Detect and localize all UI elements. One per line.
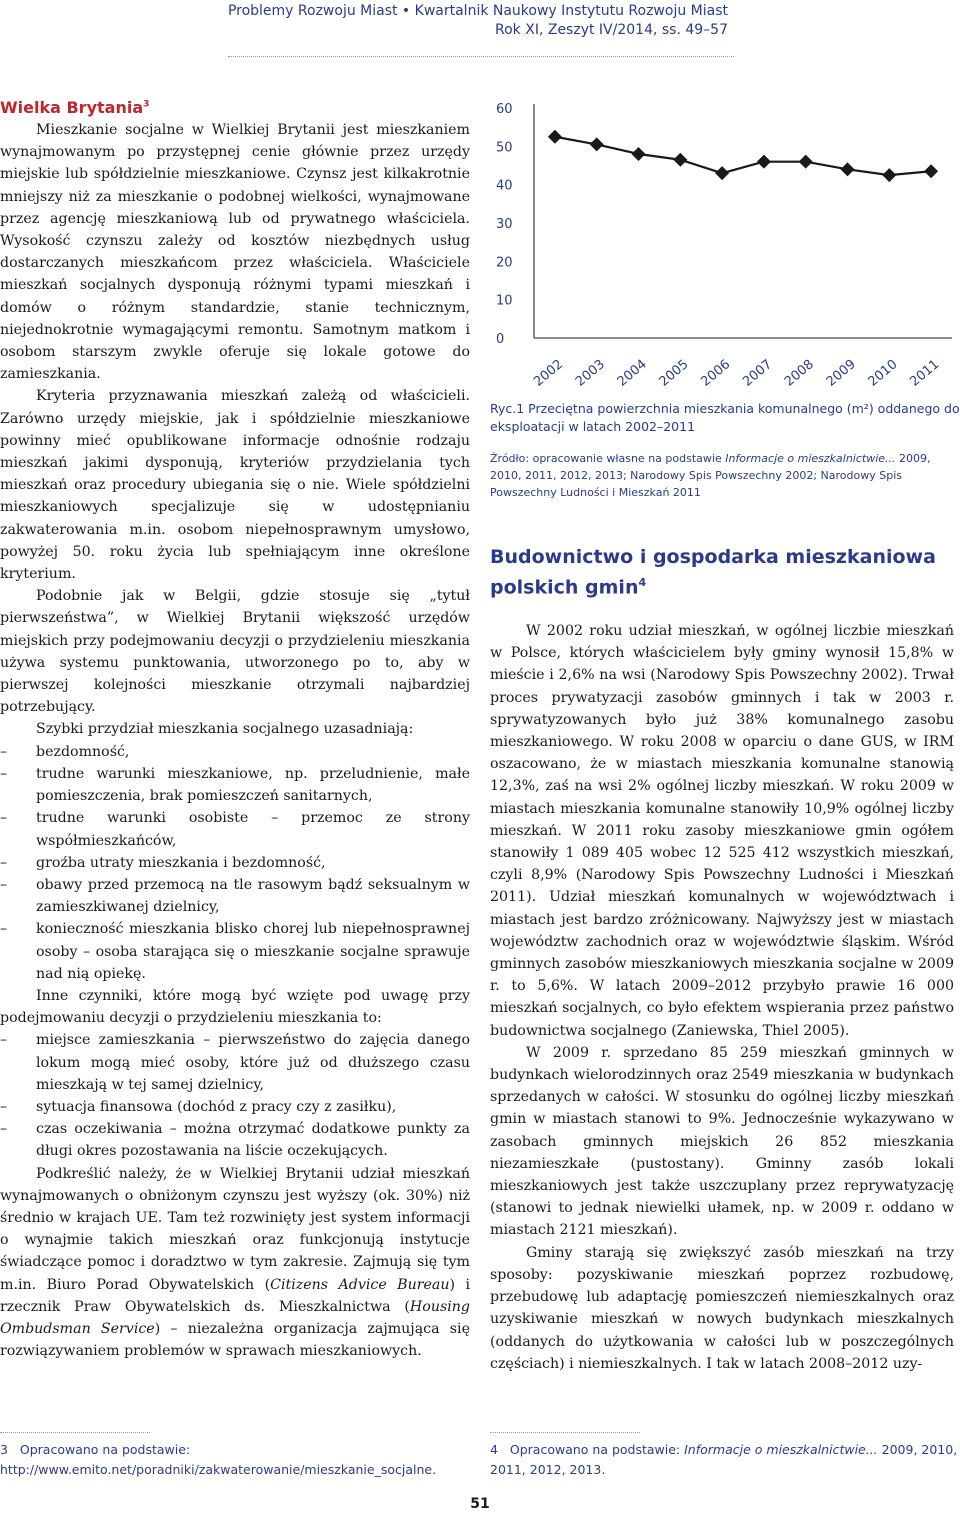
x-tick-label: 2007 bbox=[740, 356, 776, 390]
paragraph: Podobnie jak w Belgii, gdzie stosuje się „tytuł pierwszeństwa”, w Wielkiej Brytanii większość urzędów miejskich przy podejmowaniu decyzji o przydzieleniu mieszkania używa systemu punktowania, utworzonego po to, aby w pierwszej kolejności mieszkanie otrzymali najbardziej potrzebujący. bbox=[0, 588, 470, 716]
data-point bbox=[924, 164, 938, 178]
series-line bbox=[555, 137, 931, 175]
x-tick-label: 2003 bbox=[572, 356, 608, 390]
header-rule bbox=[228, 56, 734, 57]
page-number: 51 bbox=[470, 1496, 490, 1512]
y-tick-label: 40 bbox=[496, 178, 513, 194]
x-tick-label: 2010 bbox=[865, 356, 901, 390]
y-tick-label: 20 bbox=[496, 255, 513, 271]
footnote-4 bbox=[490, 1440, 960, 1480]
criteria-list bbox=[0, 741, 470, 985]
data-point bbox=[590, 137, 604, 151]
footnote-ref-3: 3 bbox=[143, 99, 150, 110]
data-point bbox=[841, 162, 855, 176]
figure-source bbox=[490, 450, 960, 501]
footnote-text: Opracowano na podstawie: http://www.emito.net/poradniki/zakwaterowanie/mieszkanie_socjalne. bbox=[0, 1442, 437, 1477]
x-tick-label: 2008 bbox=[781, 356, 817, 390]
footnote-number: 4 bbox=[490, 1442, 498, 1457]
list-item: – sytuacja finansowa (dochód z pracy czy z zasiłku), bbox=[0, 1096, 470, 1118]
data-point bbox=[757, 155, 771, 169]
paragraph: W 2002 roku udział mieszkań, w ogólnej liczbie mieszkań w Polsce, których właścicielem były gminy wynosił 15,8% w mieście i 2,6% na wsi (Narodowy Spis Powszechny 2002). Trwał proces prywatyzacji zasobów gminnych i tak w 2003 r. sprywatyzowanych było już 38% komunalnego zasobu mieszkaniowego. W roku 2008 w oparciu o dane GUS, w IRM oszacowano, że w miastach mieszkania komunalne stanowią 12,3%, zaś na wsi 2% ogólnej liczby mieszkań. W roku 2009 w miastach mieszkania komunalne stanowiły 10,9% ogólnej liczby mieszkań. W 2011 roku zasoby mieszkaniowe gmin ogółem stanowiły 1 089 405 wobec 12 525 412 wszystkich mieszkań, czyli 8,9% (Narodowy Spis Powszechny Ludności i Mieszkań 2011). Udział mieszkań komunalnych w województwach i miastach jest bardzo zróżnicowany. Najwyższy jest w miastach województw zachodnich oraz w województwie śląskim. Wśród gminnych zasobów mieszkaniowych mieszkania socjalne w 2009 r. to 5,6%. W latach 2009–2012 przybyło prawie 16 000 mieszkań socjalnych, co było efektem wspierania przez państwo budownictwa socjalnego (Zaniewska, Thiel 2005). bbox=[490, 623, 954, 1039]
paragraph: W 2009 r. sprzedano 85 259 mieszkań gminnych w budynkach wielorodzinnych oraz 2549 mieszkania w budynkach sprzedanych w całości. W stosunku do ogólnej liczby mieszkań gmin w miastach stanowi to 9%. Jednocześnie wykazywano w zasobach gminnych miejskich 26 852 mieszkania niezamieszkałe (pustostany). Gminny zasób lokali mieszkaniowych jest także uszczuplany przez reprywatyzację (stanowi to jednak niewielki ułamek, np. w 2009 r. oddano w miastach 2121 mieszkań). bbox=[490, 1044, 954, 1239]
list-item: – miejsce zamieszkania – pierwszeństwo do zajęcia danego lokum mogą mieć osoby, które już od dłuższego czasu mieszkają w tej samej dzielnicy, bbox=[0, 1029, 470, 1096]
section-heading-uk bbox=[0, 98, 470, 117]
paragraph: Gminy starają się zwiększyć zasób mieszkań na trzy sposoby: pozyskiwanie mieszkań poprzez rozbudowę, przebudowę lub adaptację pomieszczeń niemieszkalnych oraz uzyskiwanie mieszkań w nowych budynkach mieszkalnych (oddanych do użytkowania w całości lub w poszczególnych częściach) i niemieszkalnych. I tak w latach 2008–2012 uzy- bbox=[490, 1244, 954, 1372]
footnote-ref-4: 4 bbox=[638, 576, 647, 589]
footnote-text: Opracowano na podstawie: bbox=[509, 1442, 685, 1457]
text-run: Podkreślić należy, że w Wielkiej Brytanii udział mieszkań wynajmowanych o obniżonym czynszu jest wyższy (ok. 30%) niż średnio w krajach UE. Tam też rozwinięty jest system informacji o wynajmie takich mieszkań oraz funkcjonują instytucje świadczące pomoc i doradztwo w tym zakresie. Zajmują się tym m.in. Biuro Porad Obywatelskich ( bbox=[0, 1165, 470, 1293]
left-column bbox=[0, 98, 470, 1362]
journal-title: Problemy Rozwoju Miast • Kwartalnik Naukowy Instytutu Rozwoju Miast bbox=[227, 3, 728, 19]
footnote-3 bbox=[0, 1440, 470, 1480]
data-point bbox=[673, 153, 687, 167]
y-tick-label: 60 bbox=[496, 102, 513, 117]
paragraph: Mieszkanie socjalne w Wielkiej Brytanii jest mieszkaniem wynajmowanym po przystępnej cenie głównie przez urzędy miejskie lub spółdzielnie mieszkaniowe. Czynsz jest kilkakrotnie mniejszy niż za mieszkanie o podobnej wielkości, wynajmowane przez agencję mieszkaniową lub od prywatnego właściciela. Wysokość czynszu zależy od kosztów niezbędnych usług dostarczanych mieszkańcom przez właściciela. Właściciele mieszkań socjalnych dysponują różnymi typami mieszkań i domów o różnym standardzie, stanie technicznym, niejednokrotnie wymagającymi remontu. Samotnym matkom i osobom starszym zwykle oferuje się lokale gotowe do zamieszkania. bbox=[0, 122, 470, 383]
data-point bbox=[799, 155, 813, 169]
y-tick-label: 30 bbox=[496, 217, 513, 232]
y-tick-label: 0 bbox=[496, 332, 505, 347]
source-text: 2009, 2010, 2011, 2012, 2013; Narodowy Spis Powszechny 2002; Narodowy Spis Powszechny Ludności i Mieszkań 2011 bbox=[490, 452, 931, 499]
line-chart bbox=[490, 94, 960, 394]
paragraph: Inne czynniki, które mogą być wzięte pod uwagę przy podejmowaniu decyzji o przydzieleniu mieszkania to: bbox=[0, 987, 470, 1027]
text-run: ) i rzecznik Praw Obywatelskich ds. Mieszkalnictwa ( bbox=[0, 1276, 470, 1315]
list-item: – czas oczekiwania – można otrzymać dodatkowe punkty za długi okres pozostawania na liście oczekujących. bbox=[0, 1118, 470, 1162]
text-run-italic: Citizens Advice Bureau bbox=[270, 1276, 450, 1293]
footnote-text: 2009, 2010, 2011, 2012, 2013. bbox=[490, 1442, 958, 1477]
factors-list bbox=[0, 1029, 470, 1162]
list-item: – konieczność mieszkania blisko chorej lub niepełnosprawnej osoby – osoba starająca się o mieszkanie socjalne sprawuje nad nią opiekę. bbox=[0, 918, 470, 985]
y-tick-label: 10 bbox=[496, 293, 513, 309]
figure-label: Ryc.1 bbox=[490, 401, 525, 416]
list-item: – obawy przed przemocą na tle rasowym bądź seksualnym w zamieszkiwanej dzielnicy, bbox=[0, 874, 470, 918]
footnote-rule bbox=[490, 1432, 640, 1433]
footnote-number: 3 bbox=[0, 1442, 8, 1457]
caption-text: Przeciętna powierzchnia mieszkania komunalnego (m²) oddanego do eksploatacji w latach 2002–2011 bbox=[490, 401, 960, 434]
heading-text: Budownictwo i gospodarka mieszkaniowa polskich gmin bbox=[490, 546, 936, 599]
list-item: – bezdomność, bbox=[0, 741, 470, 763]
source-italic: Informacje o mieszkalnictwie... bbox=[725, 452, 896, 465]
text-run-italic: Housing Ombudsman Service bbox=[0, 1298, 470, 1337]
x-tick-label: 2005 bbox=[656, 356, 692, 390]
y-tick-label: 50 bbox=[496, 140, 513, 156]
footnote-rule bbox=[0, 1432, 150, 1433]
footnote-italic: Informacje o mieszkalnictwie... bbox=[684, 1442, 878, 1457]
x-tick-label: 2011 bbox=[907, 356, 943, 390]
running-header bbox=[228, 2, 728, 40]
x-tick-label: 2006 bbox=[698, 356, 734, 390]
list-item: – trudne warunki mieszkaniowe, np. przeludnienie, małe pomieszczenia, brak pomieszczeń sanitarnych, bbox=[0, 763, 470, 807]
section-heading-poland bbox=[490, 544, 960, 600]
paragraph bbox=[0, 1163, 470, 1363]
data-point bbox=[715, 166, 729, 180]
data-point bbox=[632, 147, 646, 161]
paragraph: Szybki przydział mieszkania socjalnego uzasadniają: bbox=[36, 721, 414, 738]
list-item: – groźba utraty mieszkania i bezdomność, bbox=[0, 852, 470, 874]
list-item: – trudne warunki osobiste – przemoc ze strony współmieszkańców, bbox=[0, 807, 470, 851]
data-point bbox=[882, 168, 896, 182]
x-tick-label: 2004 bbox=[614, 356, 650, 390]
text-run: ) – niezależna organizacja zajmująca się rozwiązywaniem problemów w sprawach mieszkaniowych. bbox=[0, 1320, 470, 1360]
paragraph: Kryteria przyznawania mieszkań zależą od właścicieli. Zarówno urzędy miejskie, jak i spółdzielnie mieszkaniowe powinny mieć opublikowane informacje odnośnie rodzaju mieszkań jakimi dysponują, kryteriów przydzielania tych mieszkań oraz procedury ubiegania się o nie. Wiele spółdzielni mieszkaniowych specjalizuje się w udostępnianiu zakwaterowania m.in. osobom niepełnosprawnym umysłowo, powyżej 50. roku życia lub spełniającym inne określone kryterium. bbox=[0, 388, 470, 583]
x-tick-label: 2002 bbox=[531, 356, 567, 390]
right-column bbox=[490, 620, 954, 1375]
source-text: Źródło: opracowanie własne na podstawie bbox=[490, 452, 726, 465]
figure-caption bbox=[490, 400, 960, 436]
x-tick-label: 2009 bbox=[823, 356, 859, 390]
data-point bbox=[548, 130, 562, 144]
heading-text: Wielka Brytania bbox=[0, 98, 144, 117]
issue-info: Rok XI, Zeszyt IV/2014, ss. 49–57 bbox=[495, 22, 728, 38]
